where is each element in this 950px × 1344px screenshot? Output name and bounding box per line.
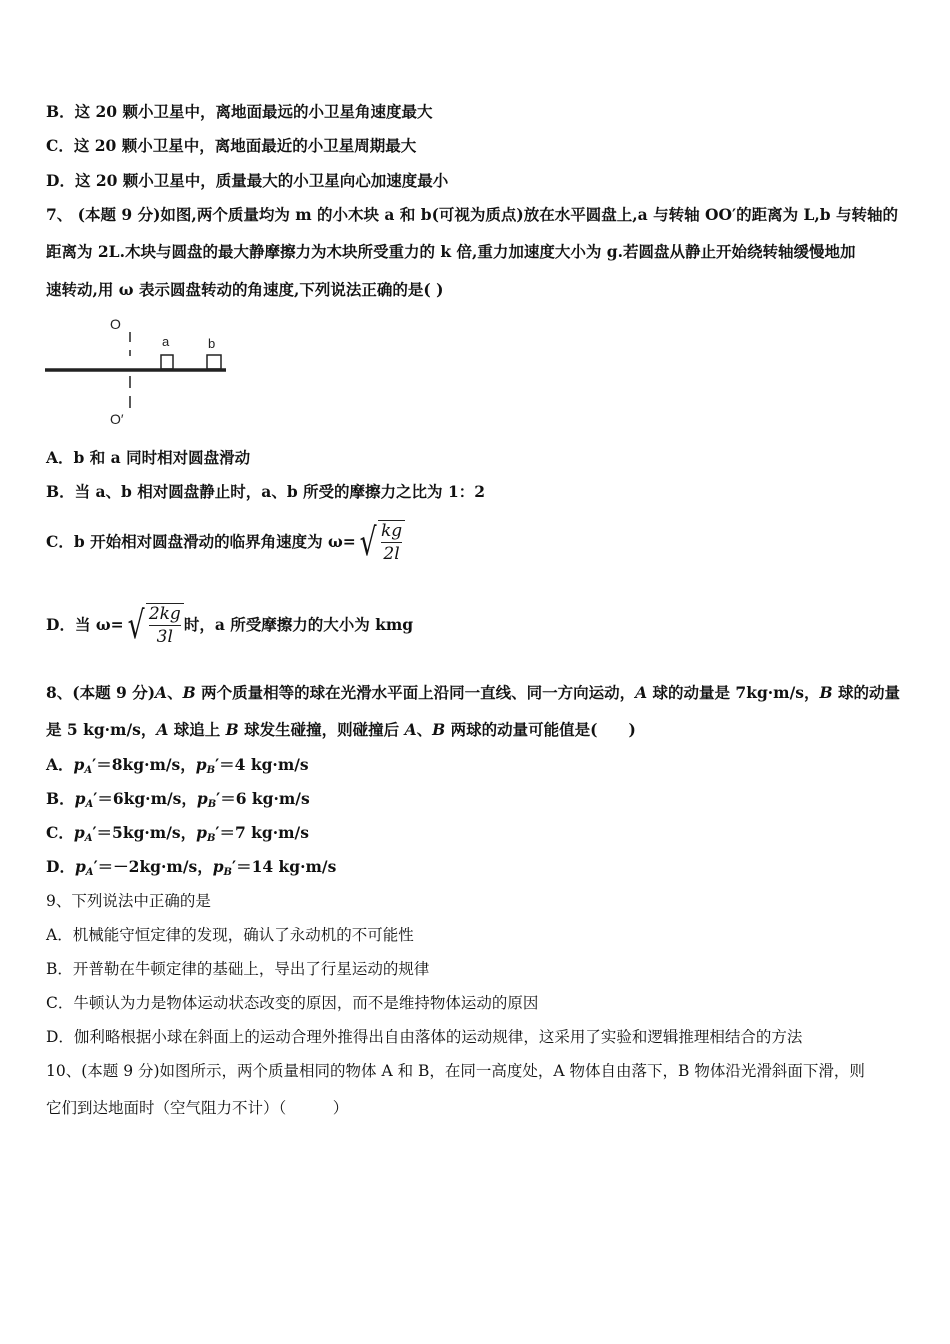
q9-option-c: C．牛顿认为力是物体运动状态改变的原因，而不是维持物体运动的原因: [46, 994, 539, 1012]
q6-option-c: C．这 20 颗小卫星中，离地面最近的小卫星周期最大: [46, 136, 417, 155]
block-a: [161, 355, 173, 369]
var-b: B: [432, 720, 446, 739]
q10-stem-line2: 它们到达地面时（空气阻力不计）（ ）: [46, 1099, 349, 1117]
text: 、: [416, 720, 433, 739]
q8-option-d: D．$p_A'=-2kg\cdot m/s$，$p_B'=14$ kg·m/s: [46, 857, 337, 878]
text: 、: [167, 683, 183, 702]
q9-option-b: B．开普勒在牛顿定律的基础上，导出了行星运动的规律: [46, 960, 430, 978]
q10-stem-line1: 10、(本题 9 分)如图所示，两个质量相同的物体 A 和 B，在同一高度处，A 物体自由落下，B 物体沿光滑斜面下滑，则: [46, 1062, 865, 1080]
q6-option-d: D．这 20 颗小卫星中，质量最大的小卫星向心加速度最小: [46, 171, 449, 190]
var-b: B: [182, 683, 196, 702]
momentum-b: ＝4 kg·m/s: [219, 755, 309, 774]
sqrt-2kg-over-3l: √ 2kg 3l: [124, 603, 184, 647]
q7-stem-line3: 速转动,用 ω 表示圆盘转动的角速度,下列说法正确的是( ): [46, 280, 444, 299]
text: 球发生碰撞，则碰撞后: [238, 720, 405, 739]
q8-option-a: A．$p_A'=8kg\cdot m/s$，$p_B'=4$ kg·m/s: [46, 755, 309, 776]
var-a: A: [404, 720, 417, 739]
var-b: B: [819, 683, 833, 702]
option-letter: A．: [46, 755, 74, 774]
figure-label-o-bottom: O′: [110, 411, 124, 427]
option-letter: C．: [46, 823, 74, 842]
figure-label-b: b: [208, 336, 216, 351]
var-a: A: [155, 683, 168, 702]
momentum-b: ＝7 kg·m/s: [219, 823, 309, 842]
fraction-denominator: 3l: [156, 627, 173, 647]
fraction-denominator: 2l: [383, 544, 400, 564]
momentum-b: ＝6 kg·m/s: [220, 789, 310, 808]
q7-stem-line1: 7、 (本题 9 分)如图,两个质量均为 m 的小木块 a 和 b(可视为质点)放在水平圆盘上,a 与转轴 OO′的距离为 L,b 与转轴的: [46, 205, 899, 224]
fraction-numerator: kg: [380, 521, 403, 541]
q7-stem-line2: 距离为 2L.木块与圆盘的最大静摩擦力为木块所受重力的 k 倍,重力加速度大小为 g.若圆盘从静止开始绕转轴缓慢地加: [46, 242, 856, 261]
text: 球的动量: [832, 683, 900, 702]
q7-figure: [44, 312, 234, 430]
momentum-a: ＝5kg·m/s，: [96, 823, 197, 842]
q8-stem-line1: [46, 683, 900, 703]
q7-option-b: B．当 a、b 相对圆盘静止时，a、b 所受的摩擦力之比为 1：2: [46, 482, 486, 501]
q7-option-d: [46, 599, 413, 651]
text: 球追上: [168, 720, 226, 739]
var-b: B: [225, 720, 239, 739]
q9-option-a: A．机械能守恒定律的发现，确认了永动机的不可能性: [46, 926, 414, 944]
q8-number: 8、(本题 9 分): [46, 683, 156, 702]
figure-label-a: a: [162, 334, 170, 349]
q8-option-b: B．$p_A'=6kg\cdot m/s$，$p_B'=6$ kg·m/s: [46, 789, 310, 810]
q9-stem: 9、下列说法中正确的是: [46, 892, 211, 910]
var-a: A: [156, 720, 169, 739]
block-b: [207, 355, 221, 369]
sqrt-kg-over-2l: √ kg 2l: [356, 520, 405, 564]
momentum-b: ＝14 kg·m/s: [236, 857, 337, 876]
q9-option-d: D．伽利略根据小球在斜面上的运动合理外推得出自由落体的运动规律，这采用了实验和逻辑推理相结合的方法: [46, 1028, 803, 1046]
q7-option-d-tail: 时，a 所受摩擦力的大小为 kmg: [183, 615, 414, 634]
q8-stem-line2: [46, 720, 636, 740]
q6-option-b: B．这 20 颗小卫星中，离地面最远的小卫星角速度最大: [46, 102, 433, 121]
figure-label-o-top: O: [110, 316, 121, 332]
option-letter: D．: [46, 857, 75, 876]
text: 是 5 kg·m/s，: [46, 720, 157, 739]
q8-option-c: C．$p_A'=5kg\cdot m/s$，$p_B'=7$ kg·m/s: [46, 823, 309, 844]
q7-option-c-text: C．b 开始相对圆盘滑动的临界角速度为 ω=: [46, 532, 356, 551]
var-a: A: [635, 683, 648, 702]
text: 球的动量是 7kg·m/s，: [647, 683, 820, 702]
q7-option-c: [46, 516, 405, 568]
fraction-numerator: 2kg: [148, 604, 181, 624]
momentum-a: ＝6kg·m/s，: [97, 789, 197, 808]
momentum-a: ＝8kg·m/s，: [96, 755, 196, 774]
q7-option-a: A．b 和 a 同时相对圆盘滑动: [46, 448, 251, 467]
momentum-a: ＝－2kg·m/s，: [97, 857, 213, 876]
text: 两个质量相等的球在光滑水平面上沿同一直线、同一方向运动，: [195, 683, 636, 702]
option-letter: B．: [46, 789, 75, 808]
q7-option-d-text: D．当 ω=: [46, 615, 124, 634]
text: 两球的动量可能值是( ): [445, 720, 636, 739]
